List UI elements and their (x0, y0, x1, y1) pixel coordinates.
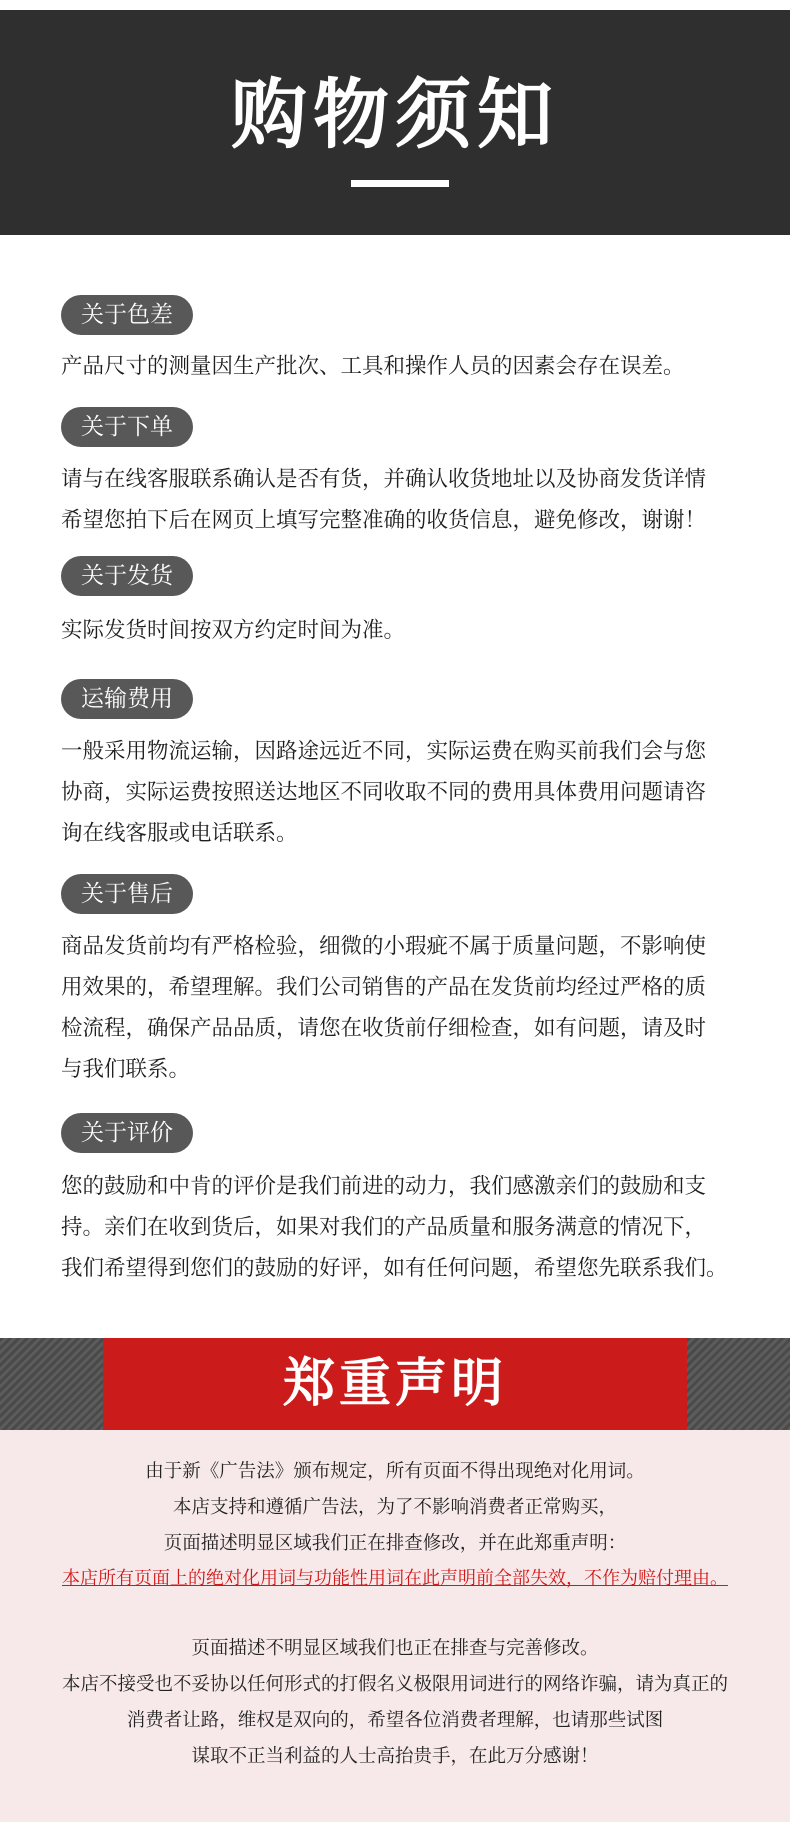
section-text-reviews (61, 1166, 761, 1289)
section-label-ordering: 关于下单 (61, 407, 193, 447)
notice-warning-line: 本店所有页面上的绝对化用词与功能性用词在此声明前全部失效，不作为赔付理由。 (62, 1568, 728, 1589)
notice-line: 本店支持和遵循广告法，为了不影响消费者正常购买， (172, 1497, 617, 1518)
header-banner (0, 10, 790, 235)
section-label-after-sales: 关于售后 (61, 874, 193, 914)
section-line: 与我们联系。 (61, 1057, 191, 1082)
notice-line: 谋取不正当利益的人士高抬贵手，在此万分感谢！ (191, 1746, 599, 1767)
section-label-freight: 运输费用 (61, 679, 193, 719)
section-text-freight (61, 731, 761, 854)
notice-line: 由于新《广告法》颁布规定，所有页面不得出现绝对化用词。 (145, 1461, 645, 1482)
section-label-shipping: 关于发货 (61, 556, 193, 596)
notice-line: 页面描述明显区域我们正在排查修改，并在此郑重声明： (163, 1533, 627, 1554)
notice-line: 页面描述不明显区域我们也正在排查与完善修改。 (191, 1638, 599, 1659)
title-underline (351, 180, 449, 187)
notice-title: 郑重声明 (282, 1354, 507, 1414)
section-text-color-difference (61, 346, 761, 387)
section-line: 实际发货时间按双方约定时间为准。 (61, 618, 406, 643)
section-line: 产品尺寸的测量因生产批次、工具和操作人员的因素会存在误差。 (61, 354, 685, 379)
section-line: 检流程，确保产品品质，请您在收货前仔细检查，如有问题，请及时 (61, 1016, 707, 1041)
section-text-ordering (61, 459, 761, 541)
section-line: 协商，实际运费按照送达地区不同收取不同的费用具体费用问题请咨 (61, 780, 707, 805)
section-label-reviews: 关于评价 (61, 1113, 193, 1153)
section-line: 商品发货前均有严格检验，细微的小瑕疵不属于质量问题，不影响使 (61, 934, 707, 959)
section-line: 询在线客服或电话联系。 (61, 821, 298, 846)
section-label-color-difference: 关于色差 (61, 295, 193, 335)
notice-line: 消费者让路，维权是双向的，希望各位消费者理解，也请那些试图 (126, 1710, 664, 1731)
notice-line: 本店不接受也不妥协以任何形式的打假名义极限用词进行的网络诈骗，请为真正的 (61, 1674, 728, 1695)
section-line: 一般采用物流运输，因路途远近不同，实际运费在购买前我们会与您 (61, 739, 707, 764)
section-line: 我们希望得到您们的鼓励的好评，如有任何问题，希望您先联系我们。 (61, 1256, 728, 1281)
section-line: 持。亲们在收到货后，如果对我们的产品质量和服务满意的情况下， (61, 1215, 707, 1240)
section-text-shipping (61, 610, 761, 651)
section-line: 希望您拍下后在网页上填写完整准确的收货信息，避免修改，谢谢！ (61, 508, 707, 533)
top-strip (0, 0, 790, 10)
section-line: 用效果的，希望理解。我们公司销售的产品在发货前均经过严格的质 (61, 975, 707, 1000)
section-text-after-sales (61, 926, 761, 1090)
section-line: 您的鼓励和中肯的评价是我们前进的动力，我们感激亲们的鼓励和支 (61, 1174, 707, 1199)
page-title: 购物须知 (231, 70, 559, 159)
section-line: 请与在线客服联系确认是否有货，并确认收货地址以及协商发货详情 (61, 467, 707, 492)
